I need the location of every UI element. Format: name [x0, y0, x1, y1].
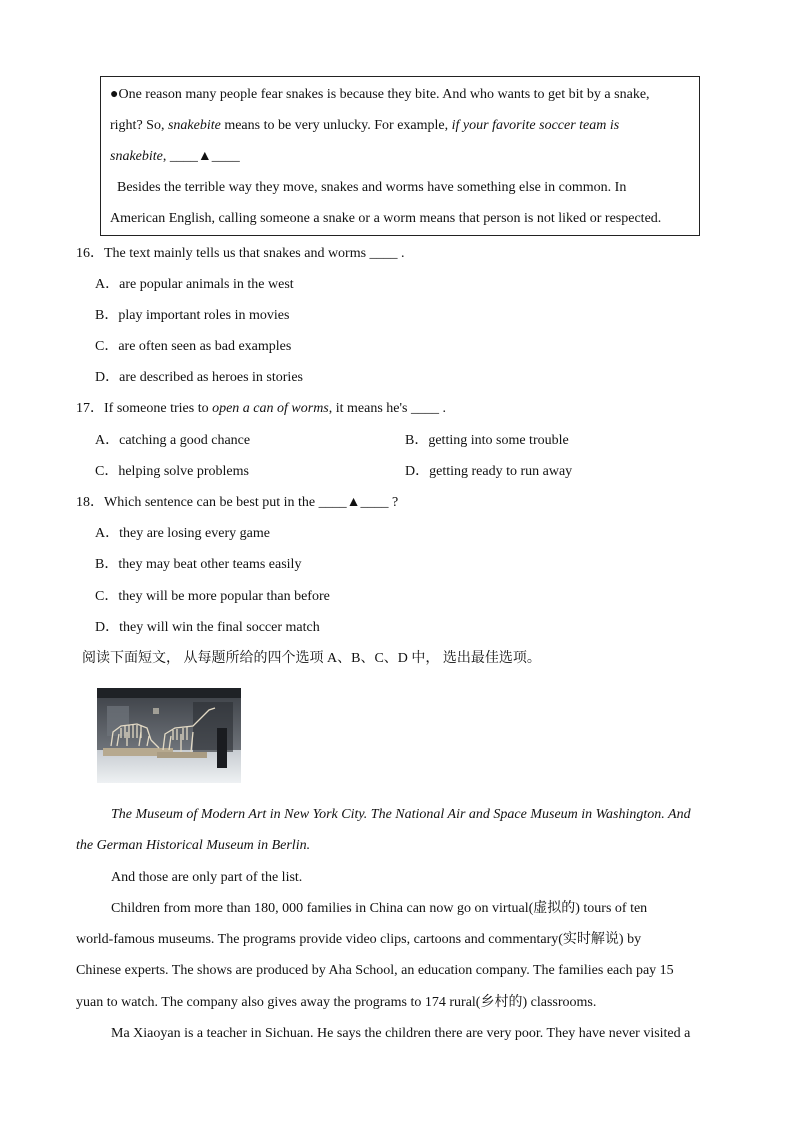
question-16-option-c[interactable]: C．are often seen as bad examples [95, 339, 292, 354]
question-16-option-a[interactable]: A．are popular animals in the west [95, 277, 294, 292]
question-text: , it means he's ____ . [328, 401, 446, 416]
passage-line-1: ●One reason many people fear snakes is because they bite. And who wants to get bit by a snake, [110, 87, 650, 102]
section-instruction: 阅读下面短文， 从每题所给的四个选项 A、B、C、D 中， 选出最佳选项。 [82, 651, 541, 666]
article-intro-line-2: the German Historical Museum in Berlin. [76, 838, 311, 853]
question-17-stem [76, 400, 446, 418]
article-paragraph-2-line-3: Chinese experts. The shows are produced by Aha School, an education company. The families each pay 15 [76, 963, 674, 978]
question-18-option-c[interactable]: C．they will be more popular than before [95, 589, 330, 604]
article-paragraph-1: And those are only part of the list. [111, 870, 303, 885]
article-paragraph-2-line-1: Children from more than 180, 000 families in China can now go on virtual(虚拟的) tours of ten [111, 901, 648, 916]
passage-text: right? So, [110, 118, 168, 133]
question-18-stem: 18．Which sentence can be best put in the ____▲____ ? [76, 495, 399, 510]
passage-blank: , ____▲____ [162, 149, 240, 164]
question-18-option-d[interactable]: D．they will win the final soccer match [95, 620, 320, 635]
passage-text: means to be very unlucky. For example, [220, 118, 452, 133]
question-17-option-a[interactable]: A．catching a good chance [95, 433, 251, 448]
article-intro-line-1: The Museum of Modern Art in New York City. The National Air and Space Museum in Washington. And [111, 807, 691, 822]
question-16-stem: 16．The text mainly tells us that snakes and worms ____ . [76, 246, 405, 261]
museum-photo [97, 688, 241, 783]
passage-line-2 [110, 117, 619, 135]
museum-photo-drawing [97, 688, 241, 783]
passage-line-4: Besides the terrible way they move, snakes and worms have something else in common. In [117, 180, 627, 195]
passage-line-3 [110, 148, 240, 166]
question-text: 17．If someone tries to [76, 401, 213, 416]
question-16-option-d[interactable]: D．are described as heroes in stories [95, 370, 303, 385]
question-16-option-b[interactable]: B．play important roles in movies [95, 308, 290, 323]
question-18-option-a[interactable]: A．they are losing every game [95, 526, 270, 541]
article-paragraph-2-line-2: world-famous museums. The programs provide video clips, cartoons and commentary(实时解说) by [76, 932, 642, 947]
article-paragraph-2-line-4: yuan to watch. The company also gives away the programs to 174 rural(乡村的) classrooms. [76, 995, 597, 1010]
question-18-option-b[interactable]: B．they may beat other teams easily [95, 557, 302, 572]
passage-term-snakebite: snakebite [167, 118, 221, 133]
question-17-option-c[interactable]: C．helping solve problems [95, 464, 249, 479]
passage-line-5: American English, calling someone a snake or a worm means that person is not liked or respected. [110, 211, 662, 226]
question-idiom: open a can of worms [212, 401, 329, 416]
article-paragraph-3-line-1: Ma Xiaoyan is a teacher in Sichuan. He says the children there are very poor. They have never visited a [111, 1026, 691, 1041]
question-17-option-b[interactable]: B．getting into some trouble [405, 433, 569, 448]
question-17-option-d[interactable]: D．getting ready to run away [405, 464, 573, 479]
passage-example: if your favorite soccer team is [451, 118, 620, 133]
passage-example: snakebite [110, 149, 163, 164]
